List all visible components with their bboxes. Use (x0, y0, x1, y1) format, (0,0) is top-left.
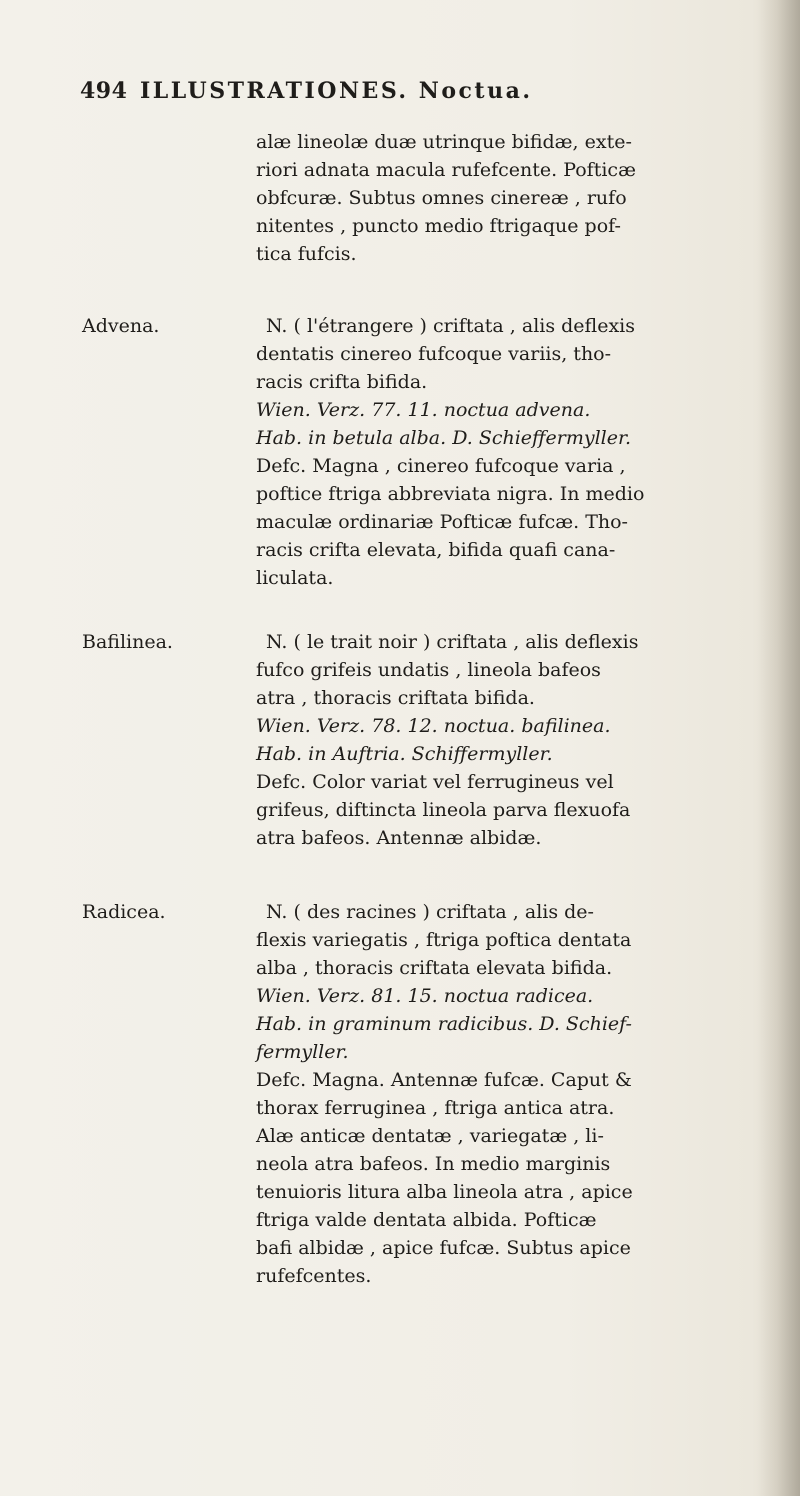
text-line: bafi albidæ , apice fufcæ. Subtus apice (256, 1237, 631, 1259)
text-line: N. ( des racines ) criftata , alis de- (266, 901, 594, 923)
text-line: poftice ftriga abbreviata nigra. In medio (256, 483, 645, 505)
text-line: rufefcentes. (256, 1265, 372, 1287)
text-line: Hab. in betula alba. D. Schieffermyller. (256, 427, 632, 449)
text-line: Defc. Color variat vel ferrugineus vel (256, 771, 614, 793)
text-line: liculata. (256, 567, 334, 589)
entry-label: Radicea. (82, 901, 166, 923)
text-line: Defc. Magna. Antennæ fufcæ. Caput & (256, 1069, 632, 1091)
text-line: N. ( l'étrangere ) criftata , alis deflexis (266, 315, 636, 337)
running-head: ILLUSTRATIONES. Noctua. (140, 78, 533, 104)
text-line: grifeus, diftincta lineola parva flexuofa (256, 799, 631, 821)
text-line: Wien. Verz. 77. 11. noctua advena. (256, 399, 591, 421)
text-line: Defc. Magna , cinereo fufcoque varia , (256, 455, 626, 477)
page-number: 494 (80, 78, 128, 104)
text-line: flexis variegatis , ftriga poftica dentata (256, 929, 632, 951)
text-line: Hab. in graminum radicibus. D. Schief- (256, 1013, 632, 1035)
text-line: Wien. Verz. 81. 15. noctua radicea. (256, 985, 594, 1007)
text-line: fufco grifeis undatis , lineola bafeos (256, 659, 601, 681)
text-line: racis crifta elevata, bifida quafi cana- (256, 539, 616, 561)
entry-label: Advena. (82, 315, 160, 337)
entry-label: Bafilinea. (82, 631, 173, 653)
text-line: Alæ anticæ dentatæ , variegatæ , li- (256, 1125, 604, 1147)
text-line: ftriga valde dentata albida. Pofticæ (256, 1209, 597, 1231)
text-line: dentatis cinereo fufcoque variis, tho- (256, 343, 612, 365)
text-line: maculæ ordinariæ Pofticæ fufcæ. Tho- (256, 511, 628, 533)
text-line: nitentes , puncto medio ftrigaque pof- (256, 215, 621, 237)
text-line: riori adnata macula rufefcente. Pofticæ (256, 159, 636, 181)
page-header (80, 78, 740, 112)
text-line: obfcuræ. Subtus omnes cinereæ , rufo (256, 187, 627, 209)
text-line: N. ( le trait noir ) criftata , alis deflexis (266, 631, 639, 653)
text-line: neola atra bafeos. In medio marginis (256, 1153, 611, 1175)
text-line: fermyller. (256, 1041, 349, 1063)
text-line: atra , thoracis criftata bifida. (256, 687, 535, 709)
page-binding-shadow (758, 0, 800, 1496)
text-line: tica fufcis. (256, 243, 357, 265)
text-line: atra bafeos. Antennæ albidæ. (256, 827, 542, 849)
text-line: alæ lineolæ duæ utrinque bifidæ, exte- (256, 131, 632, 153)
text-line: Wien. Verz. 78. 12. noctua. bafilinea. (256, 715, 611, 737)
text-line: tenuioris litura alba lineola atra , apice (256, 1181, 633, 1203)
text-line: Hab. in Auftria. Schiffermyller. (256, 743, 553, 765)
text-line: thorax ferruginea , ftriga antica atra. (256, 1097, 615, 1119)
text-line: racis crifta bifida. (256, 371, 428, 393)
text-line: alba , thoracis criftata elevata bifida. (256, 957, 613, 979)
